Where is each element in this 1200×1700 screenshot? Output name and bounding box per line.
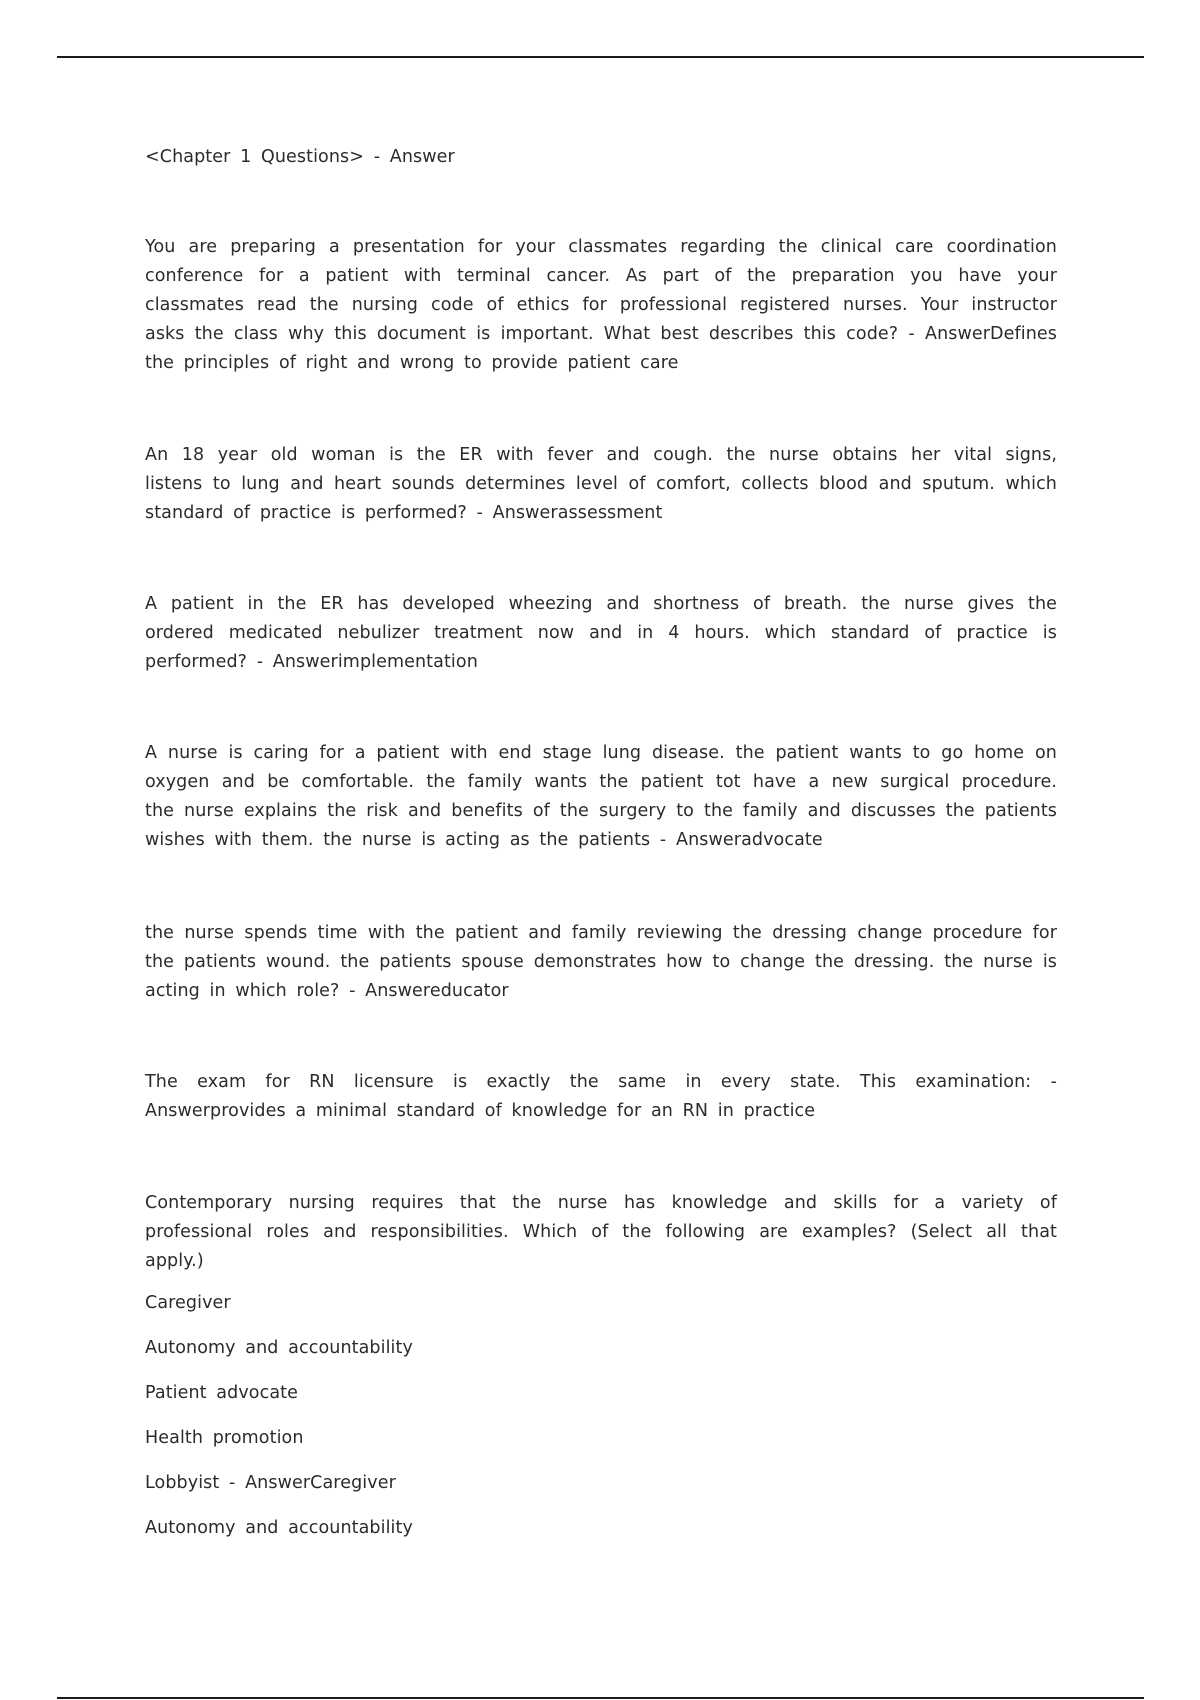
question-5: the nurse spends time with the patient and family reviewing the dressing change procedure for the patients wound. the patients spouse demonstrates how to change the dressing. the nurse is acting in which role? - Answereducator (145, 923, 1057, 1001)
question-1: You are preparing a presentation for your classmates regarding the clinical care coordination conference for a patient with terminal cancer. As part of the preparation you have your classmates read the nursing code of ethics for professional registered nurses. Your instructor asks the class why this document is important. What best describes this code? - AnswerDefines the principles of right and wrong to provide patient care (145, 237, 1057, 373)
option-item: Caregiver (145, 1293, 231, 1313)
option-item: Patient advocate (145, 1383, 298, 1403)
question-6: The exam for RN licensure is exactly the same in every state. This examination: - Answerprovides a minimal standard of knowledge for an RN in practice (145, 1072, 1057, 1121)
header-rule (57, 56, 1144, 58)
option-item: Autonomy and accountability (145, 1338, 413, 1358)
chapter-title: <Chapter 1 Questions> - Answer (145, 147, 455, 167)
question-4: A nurse is caring for a patient with end stage lung disease. the patient wants to go home on oxygen and be comfortable. the family wants the patient tot have a new surgical procedure. the nurse explains the risk and benefits of the surgery to the family and discusses the patients wishes with them. the nurse is acting as the patients - Answeradvocate (145, 743, 1057, 850)
question-7: Contemporary nursing requires that the nurse has knowledge and skills for a variety of professional roles and responsibilities. Which of the following are examples? (Select all that apply.) (145, 1193, 1057, 1271)
option-item: Autonomy and accountability (145, 1518, 413, 1538)
option-item: Lobbyist - AnswerCaregiver (145, 1473, 396, 1493)
option-item: Health promotion (145, 1428, 304, 1448)
footer-rule (57, 1697, 1144, 1699)
option-list (145, 1289, 1057, 1559)
document-body (145, 143, 1057, 1538)
question-3: A patient in the ER has developed wheezing and shortness of breath. the nurse gives the ordered medicated nebulizer treatment now and in 4 hours. which standard of practice is performed? - Answerimplementation (145, 594, 1057, 672)
question-2: An 18 year old woman is the ER with fever and cough. the nurse obtains her vital signs, listens to lung and heart sounds determines level of comfort, collects blood and sputum. which standard of practice is performed? - Answerassessment (145, 445, 1057, 523)
